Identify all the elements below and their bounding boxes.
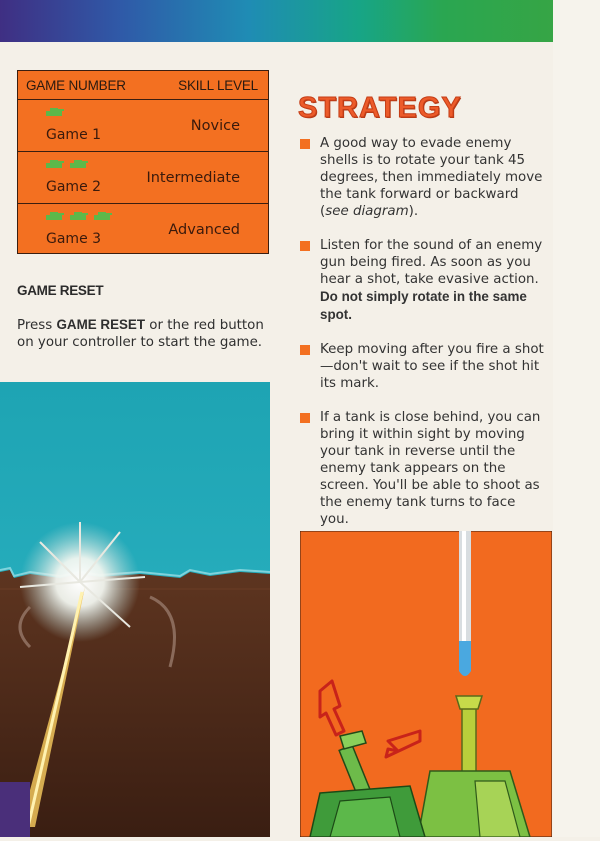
- explosion-illustration: [0, 382, 270, 837]
- bullet-square-icon: [300, 139, 310, 149]
- novice-label: Novice: [190, 118, 240, 134]
- tank-icons: [46, 158, 88, 168]
- tank-icon: [46, 210, 64, 220]
- tank-icon: [94, 210, 112, 220]
- bullet-square-icon: [300, 345, 310, 355]
- game-reset-text: [17, 316, 269, 351]
- game-table: [17, 70, 269, 254]
- strategy-text: A good way to evade enemy shells is to rotate your tank 45 degrees, then immediately move the tank forward or backward (: [320, 136, 543, 219]
- strategy-text: If a tank is close behind, you can bring it within sight by moving your tank in reverse until the enemy tank appears on the screen. You'll be able to shoot as the enemy tank turns to face you.: [320, 410, 541, 527]
- strategy-text: Listen for the sound of an enemy gun being fired. As soon as you hear a shot, take evasive action.: [320, 238, 543, 287]
- game-reset-heading: GAME RESET: [17, 283, 104, 298]
- reset-text-part: Press: [17, 318, 57, 333]
- tank-icons: [46, 106, 64, 116]
- strategy-item: [300, 237, 545, 324]
- intermediate-label: Intermediate: [146, 170, 240, 186]
- strategy-item: [300, 135, 545, 220]
- page-edge: [553, 0, 600, 837]
- reset-text-bold: GAME RESET: [56, 317, 146, 332]
- strategy-text: Keep moving after you fire a shot—don't wait to see if the shot hit its mark.: [320, 342, 544, 391]
- strategy-text: ).: [408, 204, 419, 219]
- bullet-square-icon: [300, 241, 310, 251]
- game-3-label: Game 3: [46, 231, 102, 247]
- bullet-square-icon: [300, 413, 310, 423]
- advanced-label: Advanced: [168, 222, 240, 238]
- evasion-diagram: [300, 531, 552, 837]
- tank-icon: [46, 106, 64, 116]
- strategy-title: STRATEGY: [298, 92, 462, 124]
- game-row-3: [18, 204, 268, 255]
- game-row-2: [18, 152, 268, 204]
- strategy-bold: Do not simply rotate in the same spot.: [320, 289, 527, 322]
- tank-icon: [46, 158, 64, 168]
- tank-icon: [70, 210, 88, 220]
- tank-icons: [46, 210, 112, 220]
- game-1-label: Game 1: [46, 127, 102, 143]
- header-game-number: GAME NUMBER: [26, 77, 126, 93]
- game-2-label: Game 2: [46, 179, 102, 195]
- header-gradient-bar: [0, 0, 553, 42]
- strategy-item: [300, 341, 545, 392]
- strategy-italic: see diagram: [325, 204, 409, 219]
- reset-text-part: or the red button on your controller to start the game.: [17, 318, 264, 350]
- header-skill-level: SKILL LEVEL: [178, 77, 258, 93]
- strategy-item: [300, 409, 545, 528]
- tank-icon: [70, 158, 88, 168]
- game-row-1: [18, 100, 268, 152]
- game-table-header: [18, 71, 268, 100]
- strategy-list: [300, 135, 545, 545]
